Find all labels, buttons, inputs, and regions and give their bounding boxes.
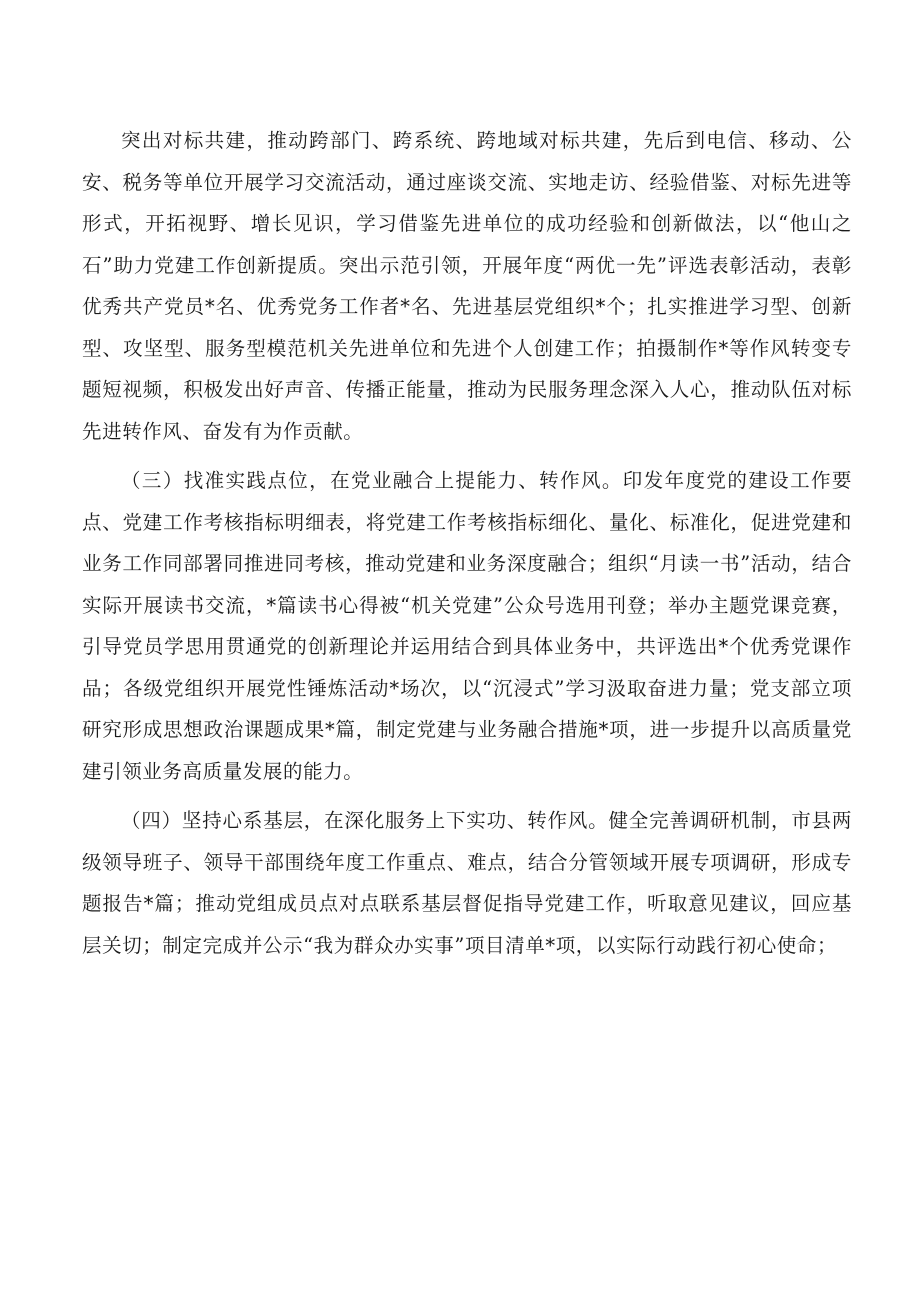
paragraph-section-3: （三）找准实践点位，在党业融合上提能力、转作风。印发年度党的建设工作要点、党建工作考核指标明细表，将党建工作考核指标细化、量化、标准化，促进党建和业务工作同部署同推进同考核，推动党建和业务深度融合；组织“月读一书”活动，结合实际开展读书交流，*篇读书心得被“机关党建”公众号选用刊登；举办主题党课竞赛，引导党员学思用贯通党的创新理论并运用结合到具体业务中，共评选出*个优秀党课作品；各级党组织开展党性锤炼活动*场次，以“沉浸式”学习汲取奋进力量；党支部立项研究形成思想政治课题成果*篇，制定党建与业务融合措施*项，进一步提升以高质量党建引领业务高质量发展的能力。 — [82, 469, 852, 783]
document-body — [82, 120, 852, 966]
paragraph-benchmarking: 突出对标共建，推动跨部门、跨系统、跨地域对标共建，先后到电信、移动、公安、税务等单位开展学习交流活动，通过座谈交流、实地走访、经验借鉴、对标先进等形式，开拓视野、增长见识，学习借鉴先进单位的成功经验和创新做法，以“他山之石”助力党建工作创新提质。突出示范引领，开展年度“两优一先”评选表彰活动，表彰优秀共产党员*名、优秀党务工作者*名、先进基层党组织*个；扎实推进学习型、创新型、攻坚型、服务型模范机关先进单位和先进个人创建工作；拍摄制作*等作风转变专题短视频，积极发出好声音、传播正能量，推动为民服务理念深入人心，推动队伍对标先进转作风、奋发有为作贡献。 — [82, 129, 852, 443]
paragraph-section-4: （四）坚持心系基层，在深化服务上下实功、转作风。健全完善调研机制，市县两级领导班子、领导干部围绕年度工作重点、难点，结合分管领域开展专项调研，形成专题报告*篇；推动党组成员点对点联系基层督促指导党建工作，听取意见建议，回应基层关切；制定完成并公示“我为群众办实事”项目清单*项，以实际行动践行初心使命； — [82, 809, 852, 957]
